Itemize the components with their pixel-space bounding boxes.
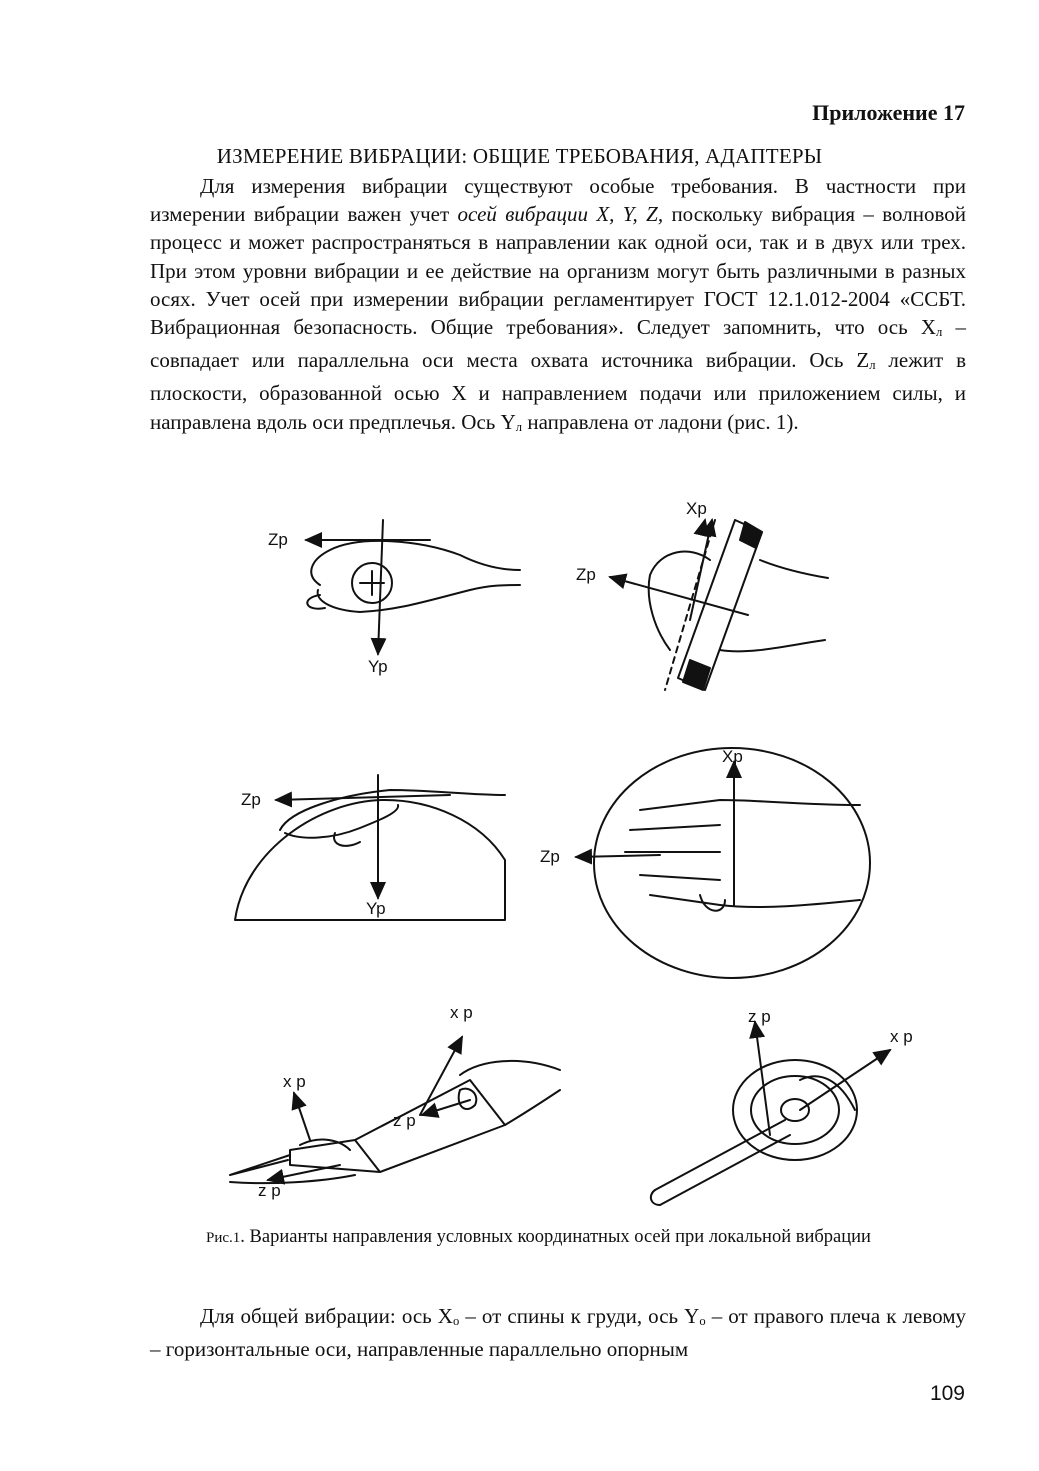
subscript: л [515, 419, 523, 434]
axis-label-yp: Yp [366, 899, 386, 918]
subscript: л [869, 358, 876, 373]
hand-grip-panel [306, 520, 520, 654]
hand-circle-panel [576, 748, 870, 978]
axis-label-zp: Zp [241, 790, 261, 809]
text-segment: – от спины к груди, ось Y [459, 1304, 700, 1328]
caption-text: . Варианты направления условных координатных осей при локальной вибрации [240, 1227, 871, 1247]
axis-label-xp-small: x p [890, 1027, 913, 1046]
page-number: 109 [929, 1382, 965, 1405]
subscript: о [699, 1314, 706, 1328]
axis-label-zp-small: z p [393, 1111, 416, 1130]
hand-cylinder-panel [610, 520, 828, 690]
axis-label-xp-small: x p [283, 1072, 306, 1091]
text-segment: лежит в плоскости, образованной осью X и направлением подачи или приложением силы, и направлена вдоль оси предплечья. Ось Y [150, 348, 967, 434]
axis-label-zp-small: z p [258, 1181, 281, 1200]
intro-paragraph [150, 172, 966, 441]
text-segment: направлена от ладони (рис. 1). [522, 409, 799, 434]
page-title: ИЗМЕРЕНИЕ ВИБРАЦИИ: ОБЩИЕ ТРЕБОВАНИЯ, АДАПТЕРЫ [216, 144, 823, 168]
steering-wheel-panel [651, 1022, 890, 1205]
text-segment: – совпадает или параллельна оси места охвата источника вибрации. Ось Z [150, 315, 967, 373]
italic-axes-text: осей вибрации X, Y, Z, [457, 202, 664, 227]
axis-label-zp: Zp [540, 847, 560, 866]
axes-figure [210, 495, 913, 1220]
text-segment: поскольку вибрация – волновой процесс и может распространяться в направлении как одной оси, так и в двух или трех. При этом уровни вибрации и ее действие на организм могут быть различными в разных осях. Учет осей при измерении вибрации регламентирует ГОСТ 12.1.012-2004 «ССБТ. Вибрационная безопасность. Общие требования». Следует запомнить, что ось X [150, 202, 966, 340]
axis-label-zp-small: z p [748, 1007, 771, 1026]
axis-label-zp: Zp [268, 530, 288, 549]
figure-caption [206, 1225, 966, 1250]
appendix-label: Приложение 17 [812, 100, 965, 125]
text-segment: – от правого плеча к левому – горизонтальные оси, направленные параллельно опорным [150, 1304, 966, 1362]
subscript: л [936, 325, 943, 340]
axis-label-yp: Yp [368, 657, 388, 676]
caption-prefix: Рис.1 [206, 1230, 241, 1246]
axis-label-xp: Xp [722, 747, 743, 766]
text-segment: Для измерения вибрации существуют особые требования. В частности при измерении вибрации важен учет [150, 174, 966, 227]
subscript: о [452, 1314, 460, 1328]
axis-label-xp: Xp [686, 499, 707, 518]
axis-label-xp-small: x p [450, 1003, 473, 1022]
general-vibration-paragraph [150, 1302, 966, 1363]
text-segment: Для общей вибрации: ось X [200, 1304, 453, 1328]
axis-label-zp: Zp [576, 565, 596, 584]
